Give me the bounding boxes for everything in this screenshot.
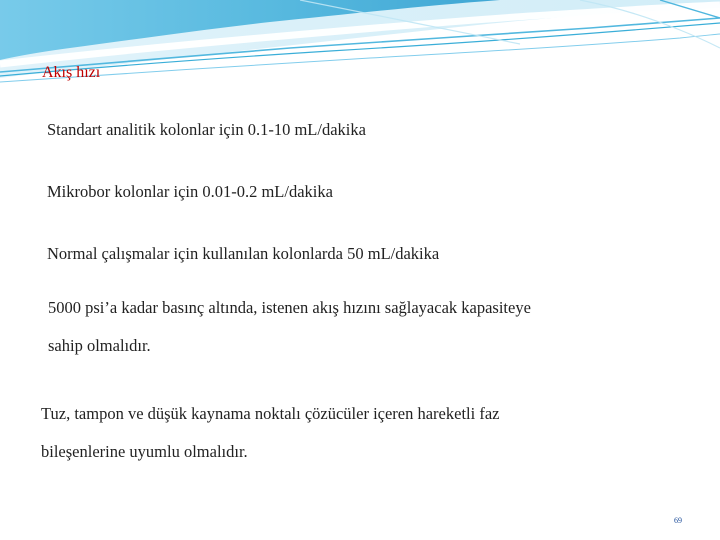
- text-line-7: bileşenlerine uyumlu olmalıdır.: [41, 442, 248, 461]
- text-line-4: 5000 psi’a kadar basınç altında, istenen akış hızını sağlayacak kapasiteye: [48, 298, 531, 317]
- text-line-2: Mikrobor kolonlar için 0.01-0.2 mL/dakika: [47, 182, 333, 201]
- text-line-5: sahip olmalıdır.: [48, 336, 151, 355]
- slide-title: Akış hızı: [42, 64, 101, 81]
- text-line-1: Standart analitik kolonlar için 0.1-10 mL/dakika: [47, 120, 366, 139]
- header-wave-decoration: [0, 0, 720, 95]
- page-number: 69: [674, 516, 682, 525]
- text-line-3: Normal çalışmalar için kullanılan kolonlarda 50 mL/dakika: [47, 244, 440, 263]
- text-line-6: Tuz, tampon ve düşük kaynama noktalı çözücüler içeren hareketli faz: [41, 404, 500, 423]
